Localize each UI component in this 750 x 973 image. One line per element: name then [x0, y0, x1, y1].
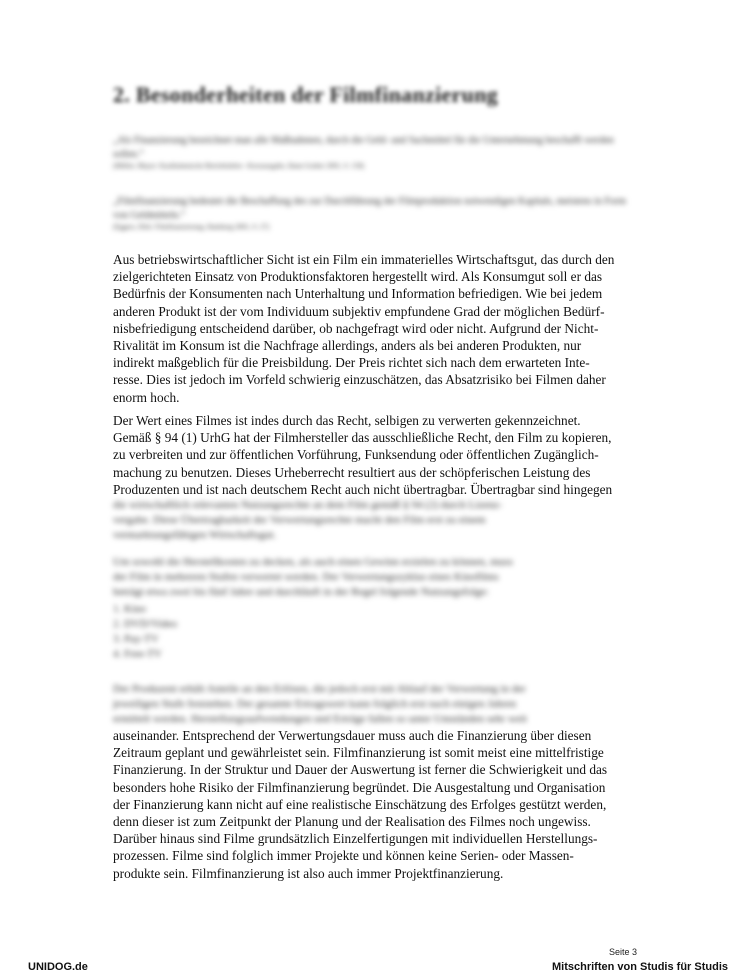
text-line: der Film in mehreren Stufen verwertet werden. Der Verwertungszyklus eines Kinofilms	[113, 571, 499, 583]
text-line: vermarktungsfähigen Wirtschaftsgut.	[113, 529, 277, 541]
paragraph-4	[113, 727, 638, 882]
quote-2	[113, 195, 633, 232]
text-line: denn dieser ist zum Zeitpunkt der Planung und der Realisation des Filmes noch ungewiss.	[113, 814, 591, 830]
section-heading: 2. Besonderheiten der Filmfinanzierung	[113, 82, 498, 107]
text-line: Gemäß § 94 (1) UrhG hat der Filmhersteller das ausschließliche Recht, den Film zu kopieren,	[113, 430, 612, 446]
text-line: ermittelt werden. Herstellungsaufwendungen und Erträge fallen so unter Umständen sehr weit	[113, 713, 527, 725]
text-line: auseinander. Entsprechend der Verwertungsdauer muss auch die Finanzierung über diesen	[113, 728, 592, 743]
text-line: zielgerichteten Einsatz von Produktionsfaktoren hergestellt wird. Als Konsumgut soll er das	[113, 269, 603, 285]
text-line: Der Produzent erhält Anteile an den Erlösen, die jedoch erst mit Ablauf der Verwertung in der	[113, 683, 526, 695]
footer-brand: UNIDOG.de	[28, 961, 88, 973]
list-item: 4. Free-TV	[113, 648, 162, 660]
page-number: Seite 3	[609, 947, 638, 957]
text-line: Um sowohl die Herstellkosten zu decken, als auch einen Gewinn erzielen zu können, muss	[113, 556, 513, 568]
quote-1	[113, 134, 633, 171]
text-line: beträgt etwa zwei bis fünf Jahre und durchläuft in der Regel folgende Nutzungsfolge:	[113, 586, 489, 598]
text-line: produkte sein. Filmfinanzierung ist also auch immer Projektfinanzierung.	[113, 865, 504, 881]
text-line: Rivalität im Konsum ist die Nachfrage allerdings, anders als bei anderen Produkten, nur	[113, 338, 582, 354]
distribution-list	[113, 602, 177, 662]
text-line: Darüber hinaus sind Filme grundsätzlich Einzelfertigungen mit individuellen Herstellungs-	[113, 831, 598, 847]
paragraph-2	[113, 412, 638, 498]
text-line: enorm hoch.	[113, 389, 180, 405]
text-line: prozessen. Filme sind folglich immer Projekte und können keine Serien- oder Massen-	[113, 848, 574, 864]
list-item: 1. Kino	[113, 603, 146, 615]
paragraph-1	[113, 251, 638, 406]
text-line: nisbefriedigung entscheidend darüber, ob nachgefragt wird oder nicht. Aufgrund der Nicht-	[113, 320, 599, 336]
list-item: 2. DVD/Video	[113, 618, 178, 630]
text-line: vergabe. Diese Übertragbarkeit der Verwertungsrechte macht den Film erst zu einem	[113, 514, 486, 526]
footer-tagline: Mitschriften von Studis für Studis	[551, 961, 728, 973]
text-line: anderen Produkt ist der vom Individuum subjektiv empfundene Grad der möglichen Bedürf-	[113, 303, 605, 319]
text-line: Produzenten und ist nach deutschem Recht auch nicht übertragbar. Übertragbar sind hingegen	[113, 481, 613, 497]
text-line: Zeitraum geplant und gewährleistet sein. Filmfinanzierung ist somit meist eine mittelfristige	[113, 745, 604, 761]
quote-2-text: „Filmfinanzierung bedeutet die Beschaffung des zur Durchführung der Filmproduktion notwendigen Kapitals, meistens in Form von Geldmitteln.“	[113, 196, 627, 221]
paragraph-4-blurred	[113, 682, 638, 727]
text-line: Aus betriebswirtschaftlicher Sicht ist ein Film ein immaterielles Wirtschaftsgut, das durch den	[113, 252, 615, 267]
list-item: 3. Pay-TV	[113, 633, 159, 645]
text-line: resse. Dies ist jedoch im Vorfeld schwierig einzuschätzen, das Absatzrisiko bei Filmen daher	[113, 372, 606, 388]
text-line: Bedürfnis der Konsumenten nach Unterhaltung und Information befriedigen. Wie bei jedem	[113, 286, 603, 302]
text-line: Finanzierung. In der Struktur und Dauer der Auswertung ist ferner die Schwierigkeit und das	[113, 762, 608, 778]
text-line: die wirtschaftlich relevanten Nutzungsrechte an dem Film gemäß § 94 (2) durch Lizenz-	[113, 499, 503, 511]
text-line: machung zu benutzen. Dieses Urheberrecht resultiert aus der schöpferischen Leistung des	[113, 464, 591, 480]
text-line: Der Wert eines Filmes ist indes durch das Recht, selbigen zu verwerten gekennzeichnet.	[113, 413, 581, 428]
text-line: zu verbreiten und zur öffentlichen Vorführung, Funksendung oder öffentlichen Zugänglich-	[113, 447, 599, 463]
text-line: besonders hohe Risiko der Filmfinanzierung begründet. Die Ausgestaltung und Organisation	[113, 779, 606, 795]
paragraph-3-blurred	[113, 555, 638, 600]
text-line: der Finanzierung kann nicht auf eine realistische Einschätzung des Erfolges gestützt werden,	[113, 796, 607, 812]
quote-1-source: (Müller, Mayer: Kaufmännische Betriebslehre –Kurzausgabe, Hann Gruber 2001, S. 158)	[113, 162, 365, 170]
paragraph-2-blurred	[113, 498, 638, 543]
text-line: jeweiligen Stufe feststehen. Der gesamte Ertragswert kann folglich erst nach einigen Jahren	[113, 698, 517, 710]
text-line: indirekt maßgeblich für die Preisbildung. Der Preis richtet sich nach dem erwarteten Inte-	[113, 355, 590, 371]
quote-1-text: „Als Finanzierung bezeichnet man alle Maßnahmen, durch die Geld- und Sachmittel für die Unternehmung beschafft werden sollen.“	[113, 135, 614, 160]
quote-2-source: (Eggers, Dirk: Filmfinanzierung, Hamburg 2001, S. 27)	[113, 223, 270, 231]
